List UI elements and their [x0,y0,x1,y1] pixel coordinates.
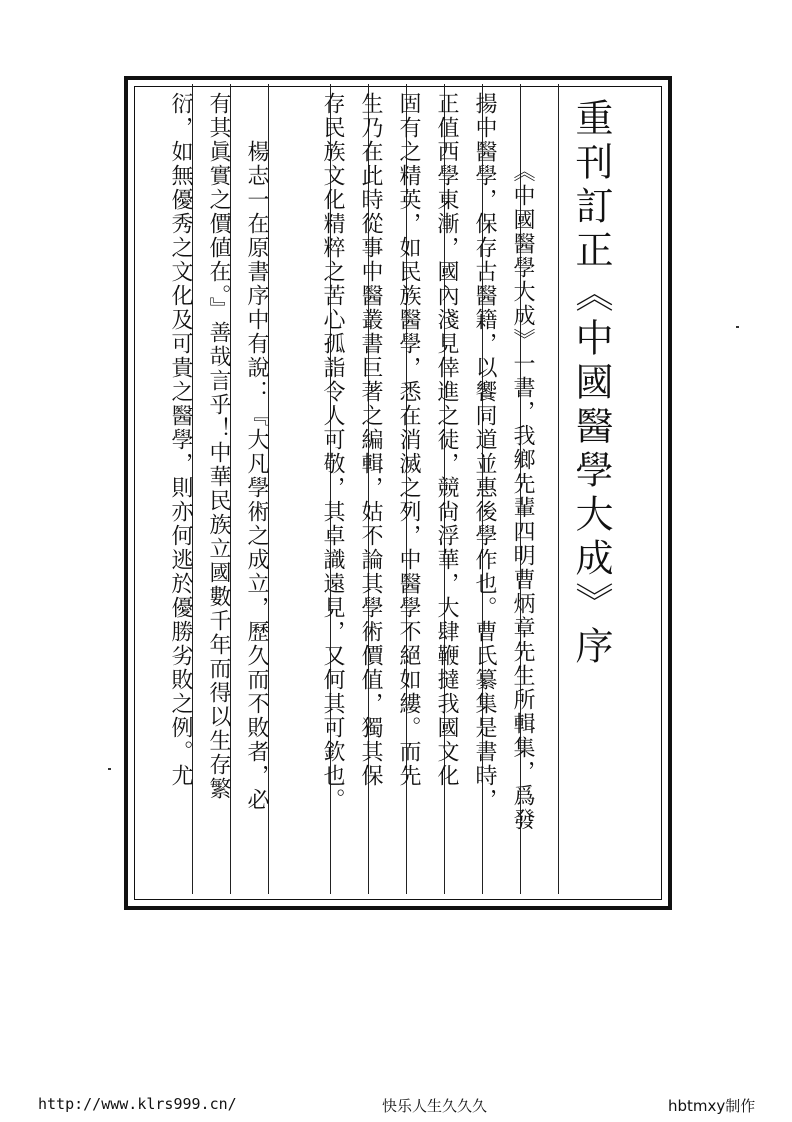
text-column: 衍，如無優秀之文化及可貴之醫學，則亦何逃於優勝劣敗之例。尤 [168,92,193,788]
text-column: 楊志一在原書序中有說：『大凡學術之成立，歷久而不敗者，必 [244,140,269,812]
text-column: 正值西學東漸，國內淺見倖進之徒，競尙浮華，大肆鞭撻我國文化 [434,92,459,788]
footer-center-text: 快乐人生久久久 [382,1097,488,1115]
footer-url[interactable]: http://www.klrs999.cn/ [38,1095,237,1113]
scan-speck [108,768,111,770]
scan-speck [736,326,739,328]
text-column: 有其眞實之價値在。』善哉言乎！中華民族立國數千年而得以生存繁 [206,92,231,801]
text-column: 固有之精英，如民族醫學，悉在消滅之列，中醫學不絕如縷。而先 [396,92,421,788]
text-column: 《中國醫學大成》一書，我鄉先輩四明曹炳章先生所輯集，爲發 [510,160,535,832]
preface-title: 重刊訂正《中國醫學大成》序 [569,98,613,670]
text-column: 揚中醫學，保存古醫籍，以饗同道並惠後學作也。曹氏纂集是書時， [472,92,497,812]
text-column: 存民族文化精粹之苦心孤詣令人可敬，其卓識遠見，又何其可欽也。 [320,92,345,812]
column-rule [558,84,559,894]
footer-credit: hbtmxy制作 [668,1097,756,1115]
text-column: 生乃在此時從事中醫叢書巨著之編輯，姑不論其學術價值，獨其保 [358,92,383,788]
